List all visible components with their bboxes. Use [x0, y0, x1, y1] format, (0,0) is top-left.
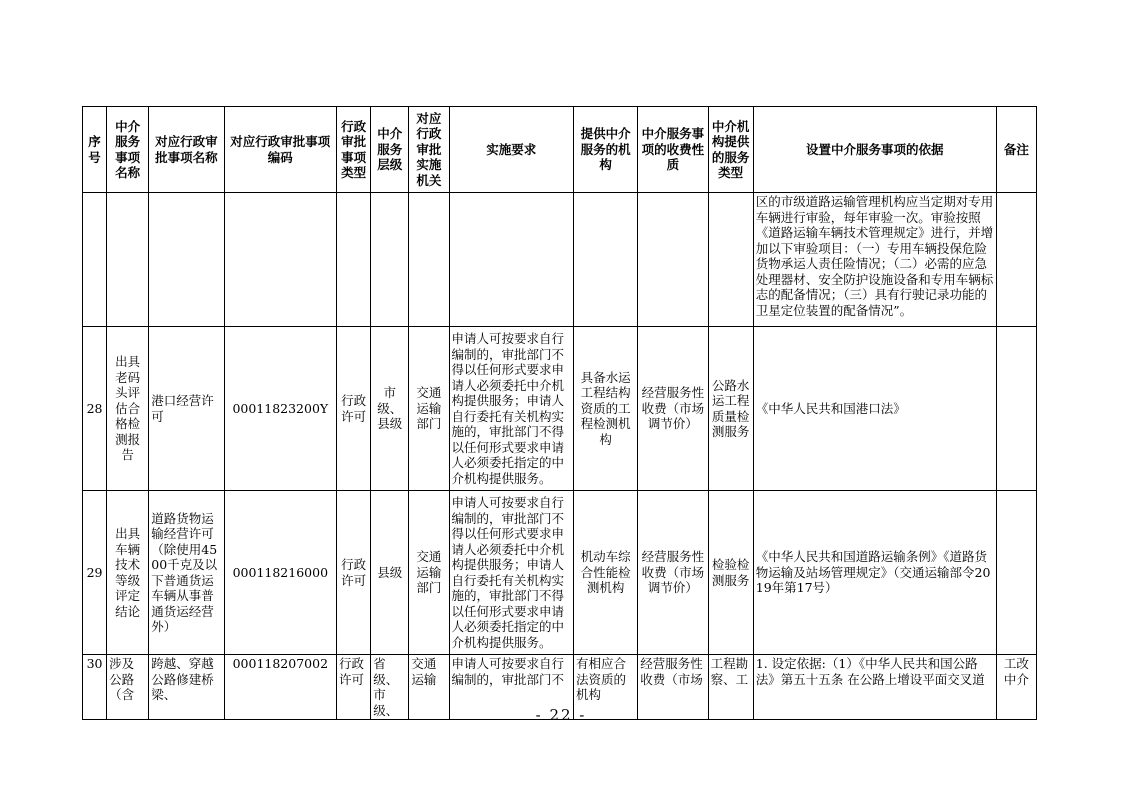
- cell-approval-name: 港口经营许可: [149, 327, 224, 491]
- cell-seq: 28: [83, 327, 107, 491]
- cell-basis: 区的市级道路运输管理机构应当定期对专用车辆进行审验，每年审验一次。审验按照《道路运输车辆技术管理规定》进行，并增加以下审验项目：（一）专用车辆投保危险货物承运人责任险情况；（二）必需的应急处理器材、安全防护设施设备和专用车辆标志的配备情况；（三）具有行驶记录功能的卫星定位装置的配备情况”。: [753, 193, 996, 327]
- header-seq: 序号: [83, 107, 107, 193]
- header-requirement: 实施要求: [449, 107, 574, 193]
- table-row: [83, 193, 1037, 327]
- cell-level: 县级: [371, 491, 409, 655]
- cell-provider: [574, 193, 638, 327]
- cell-fee: 经营服务性收费（市场调节价）: [638, 327, 708, 491]
- cell-fee: 经营服务性收费（市场调节价）: [638, 491, 708, 655]
- cell-approval-type: 行政许可: [337, 655, 371, 720]
- cell-approval-code: 000118207002: [224, 655, 336, 720]
- cell-level: 省级、市级、: [371, 655, 409, 720]
- cell-seq: 30: [83, 655, 107, 720]
- cell-service-type: [708, 193, 753, 327]
- cell-approval-code: 00011823200Y: [224, 327, 336, 491]
- cell-basis: 1. 设定依据:（1）《中华人民共和国公路法》第五十五条 在公路上增设平面交叉道: [753, 655, 996, 720]
- cell-basis: 《中华人民共和国道路运输条例》《道路货物运输及站场管理规定》（交通运输部令2019年第17号）: [753, 491, 996, 655]
- cell-seq: [83, 193, 107, 327]
- cell-agency: 交通运输: [409, 655, 449, 720]
- cell-service-name: 出具车辆技术等级评定结论: [107, 491, 149, 655]
- cell-agency: 交通运输部门: [409, 491, 449, 655]
- cell-remark: [996, 193, 1036, 327]
- cell-fee: [638, 193, 708, 327]
- cell-approval-code: 000118216000: [224, 491, 336, 655]
- table-row: [83, 491, 1037, 655]
- cell-remark: [996, 327, 1036, 491]
- cell-service-type: 公路水运工程质量检测服务: [708, 327, 753, 491]
- cell-requirement: 申请人可按要求自行编制的，审批部门不得以任何形式要求申请人必须委托中介机构提供服务；申请人自行委托有关机构实施的，审批部门不得以任何形式要求申请人必须委托指定的中介机构提供服务。: [449, 327, 574, 491]
- cell-approval-type: [337, 193, 371, 327]
- cell-requirement: [449, 193, 574, 327]
- cell-provider: 有相应合法资质的机构: [574, 655, 638, 720]
- cell-requirement: 申请人可按要求自行编制的，审批部门不: [449, 655, 574, 720]
- header-row: [83, 107, 1037, 193]
- header-approval-type: 行政审批事项类型: [337, 107, 371, 193]
- cell-service-name: [107, 193, 149, 327]
- cell-approval-type: 行政许可: [337, 327, 371, 491]
- header-service-type: 中介机构提供的服务类型: [708, 107, 753, 193]
- cell-remark: 工改中介: [996, 655, 1036, 720]
- cell-approval-name: 道路货物运输经营许可（除使用4500千克及以下普通货运车辆从事普通货运经营外）: [149, 491, 224, 655]
- cell-agency: [409, 193, 449, 327]
- cell-service-type: 检验检测服务: [708, 491, 753, 655]
- cell-provider: 具备水运工程结构资质的工程检测机构: [574, 327, 638, 491]
- header-remark: 备注: [996, 107, 1036, 193]
- service-items-table: [82, 106, 1037, 720]
- cell-service-type: 工程勘察、工: [708, 655, 753, 720]
- cell-service-name: 出具老码头评估合格检测报告: [107, 327, 149, 491]
- cell-approval-name: [149, 193, 224, 327]
- cell-requirement: 申请人可按要求自行编制的，审批部门不得以任何形式要求申请人必须委托中介机构提供服务；申请人自行委托有关机构实施的，审批部门不得以任何形式要求申请人必须委托指定的中介机构提供服务。: [449, 491, 574, 655]
- cell-level: 市级、县级: [371, 327, 409, 491]
- cell-seq: 29: [83, 491, 107, 655]
- header-fee: 中介服务事项的收费性质: [638, 107, 708, 193]
- cell-service-name: 涉及公路（含: [107, 655, 149, 720]
- cell-level: [371, 193, 409, 327]
- page-number: - 22 -: [535, 706, 587, 724]
- header-agency: 对应行政审批实施机关: [409, 107, 449, 193]
- header-provider: 提供中介服务的机构: [574, 107, 638, 193]
- header-approval-code: 对应行政审批事项编码: [224, 107, 336, 193]
- header-basis: 设置中介服务事项的依据: [753, 107, 996, 193]
- table-row: [83, 327, 1037, 491]
- cell-agency: 交通运输部门: [409, 327, 449, 491]
- cell-approval-code: [224, 193, 336, 327]
- header-service-name: 中介服务事项名称: [107, 107, 149, 193]
- header-level: 中介服务层级: [371, 107, 409, 193]
- cell-provider: 机动车综合性能检测机构: [574, 491, 638, 655]
- cell-approval-name: 跨越、穿越公路修建桥梁、: [149, 655, 224, 720]
- cell-basis: 《中华人民共和国港口法》: [753, 327, 996, 491]
- cell-remark: [996, 491, 1036, 655]
- cell-approval-type: 行政许可: [337, 491, 371, 655]
- header-approval-name: 对应行政审批事项名称: [149, 107, 224, 193]
- cell-fee: 经营服务性收费（市场: [638, 655, 708, 720]
